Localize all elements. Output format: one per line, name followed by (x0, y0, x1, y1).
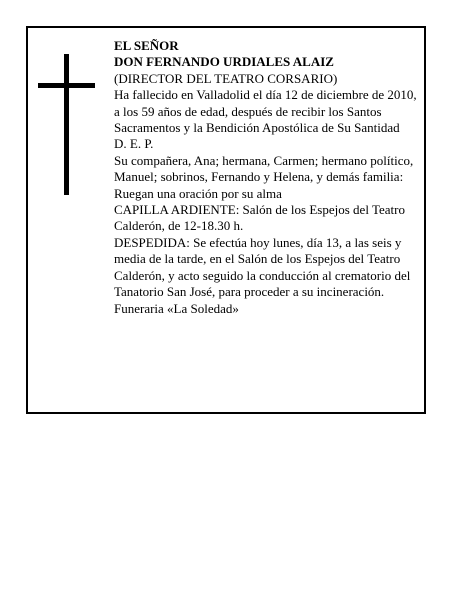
funeral-home: Funeraria «La Soledad» (114, 300, 239, 316)
death-announcement: Ha fallecido en Valladolid el día 12 de diciembre de 2010, a los 59 años de edad, después de recibir los Santos Sacramentos y la Bendición Apostólica de Su Santidad (114, 87, 417, 136)
farewell-info: DESPEDIDA: Se efectúa hoy lunes, día 13, a las seis y media de la tarde, en el Salón de los Espejos del Teatro Calderón, y acto seguido la conducción al crematorio del Tanatorio San José, para proceder a su incineración. (114, 234, 411, 300)
cross-horizontal-bar (38, 83, 95, 88)
family-list: Su compañera, Ana; hermana, Carmen; hermano político, Manuel; sobrinos, Fernando y Helena, y demás familia: (114, 152, 414, 185)
prayer-request: Ruegan una oración por su alma (114, 185, 282, 201)
title-line: EL SEÑOR (114, 38, 179, 53)
cross-vertical-bar (64, 54, 69, 195)
rip-line: D. E. P. (114, 136, 154, 152)
obituary-text (114, 38, 422, 317)
deceased-role: (DIRECTOR DEL TEATRO CORSARIO) (114, 70, 338, 86)
deceased-name: DON FERNANDO URDIALES ALAIZ (114, 54, 334, 70)
chapel-info: CAPILLA ARDIENTE: Salón de los Espejos del Teatro Calderón, de 12-18.30 h. (114, 202, 405, 234)
